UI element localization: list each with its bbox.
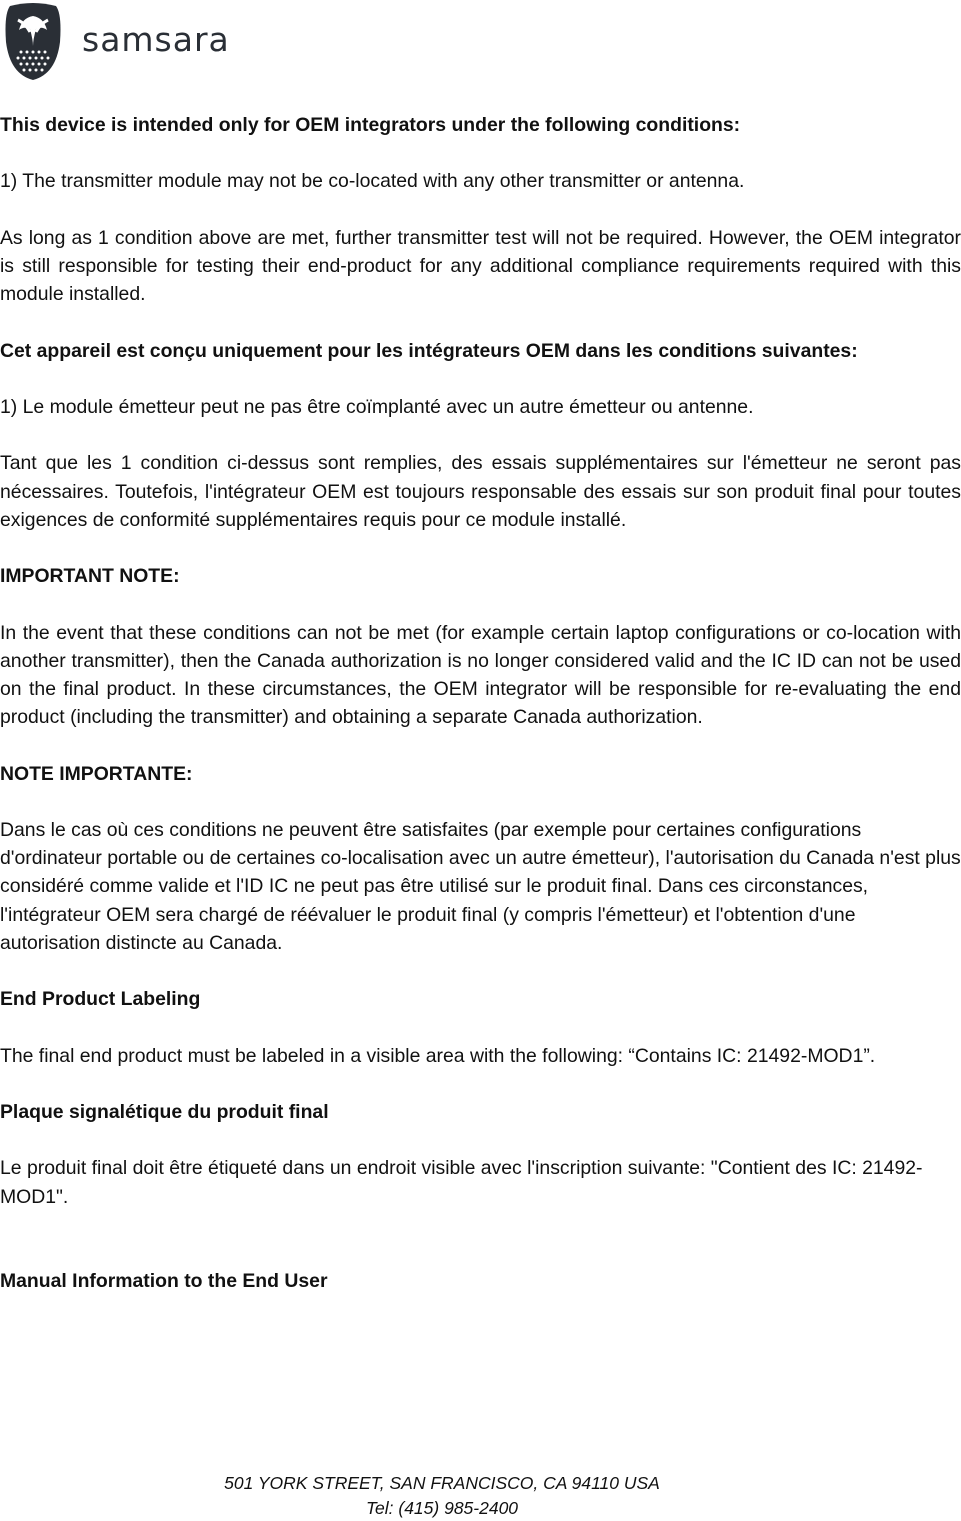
- important-note-text: In the event that these conditions can not be met (for example certain laptop configurations or co-location with another transmitter), then the Canada authorization is no longer considered valid and the IC ID can not be used on the final product. In these circumstances, the OEM integrator will be responsible for re-evaluating the end product (including the transmitter) and obtaining a separate Canada authorization.: [0, 621, 961, 729]
- brand-wordmark: samsara: [82, 19, 230, 59]
- end-product-labeling-heading-fr: Plaque signalétique du produit final: [0, 1100, 329, 1123]
- document-body: [0, 111, 961, 1323]
- manual-information-heading: Manual Information to the End User: [0, 1269, 328, 1292]
- important-note-heading-fr: NOTE IMPORTANTE:: [0, 762, 193, 785]
- end-product-labeling-heading: End Product Labeling: [0, 988, 201, 1011]
- oem-responsibility-text-fr: Tant que les 1 condition ci-dessus sont remplies, des essais supplémentaires sur l'émetteur ne seront pas nécessaires. Toutefois, l'intégrateur OEM est toujours responsable des essais sur son produit final pour toutes exigences de conformité supplémentaires requis pour ce module installé.: [0, 452, 961, 531]
- footer-phone: Tel: (415) 985-2400: [365, 1498, 519, 1518]
- condition-1-text: 1) The transmitter module may not be co-located with any other transmitter or antenna.: [0, 170, 745, 193]
- oem-conditions-heading: This device is intended only for OEM integrators under the following conditions:: [0, 114, 741, 136]
- page-footer: [0, 1471, 884, 1521]
- footer-address: 501 YORK STREET, SAN FRANCISCO, CA 94110 USA: [224, 1473, 660, 1493]
- end-product-labeling-text-fr: Le produit final doit être étiqueté dans un endroit visible avec l'inscription suivante: "Contient des IC: 21492-MOD1".: [0, 1157, 923, 1208]
- oem-responsibility-text: As long as 1 condition above are met, further transmitter test will not be required. However, the OEM integrator is still responsible for testing their end-product for any additional compliance requirements required with this module installed.: [0, 226, 961, 306]
- important-note-text-fr: Dans le cas où ces conditions ne peuvent être satisfaites (par exemple pour certaines configurations d'ordinateur portable ou de certaines co-localisation avec un autre émetteur), l'autorisation du Canada n'est plus considéré comme valide et l'ID IC ne peut pas être utilisé sur le produit final. Dans ces circonstances, l'intégrateur OEM sera chargé de réévaluer le produit final (y compris l'émetteur) et l'obtention d'une autorisation distincte au Canada.: [0, 818, 961, 954]
- owl-logo-icon: [4, 2, 62, 82]
- end-product-labeling-text: The final end product must be labeled in a visible area with the following: “Contains IC: 21492-MOD1”.: [0, 1044, 876, 1067]
- page-header: [4, 2, 230, 82]
- important-note-heading: IMPORTANT NOTE:: [0, 565, 180, 588]
- condition-1-text-fr: 1) Le module émetteur peut ne pas être coïmplanté avec un autre émetteur ou antenne.: [0, 395, 754, 418]
- oem-conditions-heading-fr: Cet appareil est conçu uniquement pour les intégrateurs OEM dans les conditions suivantes:: [0, 339, 858, 362]
